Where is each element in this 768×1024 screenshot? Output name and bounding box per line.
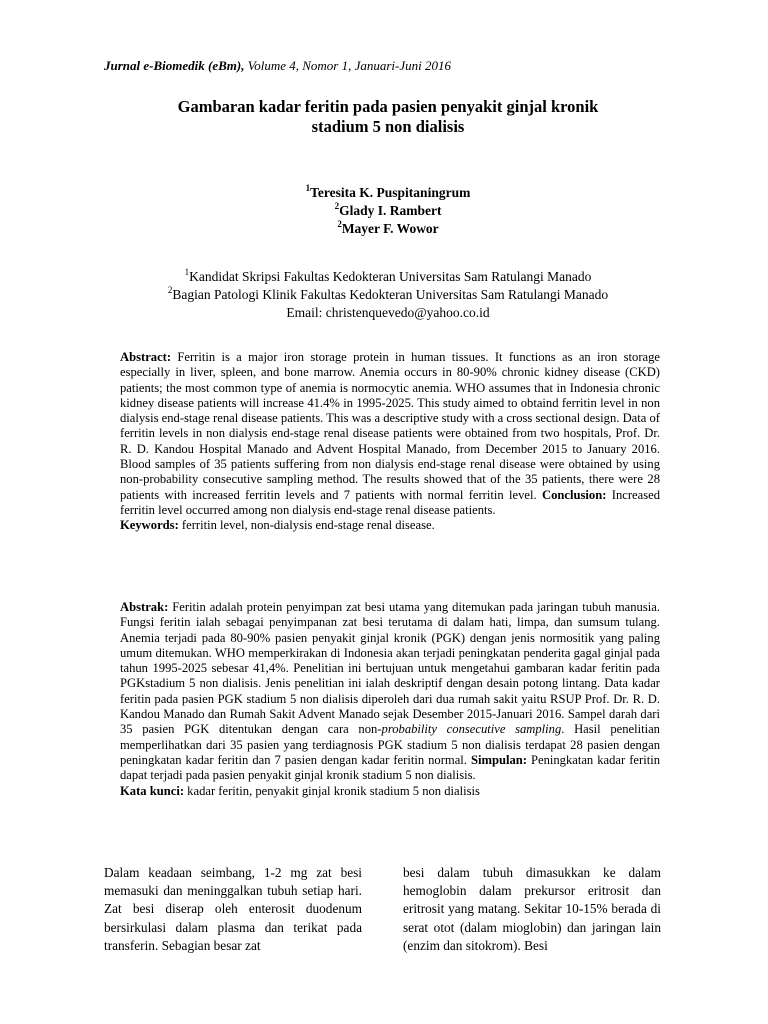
abstract-label: Abstract: — [120, 350, 172, 364]
author — [104, 202, 672, 220]
affiliation-sup: 2 — [167, 284, 173, 295]
conclusion-label: Conclusion: — [536, 487, 607, 502]
conclusion-text: Increased ferritin level occurred among non dialysis end-stage renal disease patients. — [120, 487, 661, 517]
body-column-left — [104, 864, 362, 955]
affiliation-text: Kandidat Skripsi Fakultas Kedokteran Universitas Sam Ratulangi Manado — [189, 269, 592, 284]
keywords — [120, 518, 660, 533]
author-sup: 1 — [305, 182, 311, 193]
title-line-1: Gambaran kadar feritin pada pasien penyakit ginjal kronik — [177, 97, 599, 116]
author-sup: 2 — [337, 218, 342, 229]
email: Email: christenquevedo@yahoo.co.id — [286, 305, 490, 320]
abstrak-paragraph — [120, 600, 660, 784]
kata-kunci — [120, 784, 660, 799]
author-name: Mayer F. Wowor — [341, 221, 439, 236]
abstrak-text-b: . Hasil penelitian memperlihatkan dari 35 pasien yang terdiagnosis PGK stadium 5 non dialisis terdapat 28 pasien dengan peningkatan kadar feritin dan 7 pasien dengan kadar feritin normal. — [120, 722, 660, 767]
simpulan-label: Simpulan: — [466, 752, 527, 767]
title-line-2: stadium 5 non dialisis — [311, 117, 465, 136]
author — [104, 220, 672, 238]
body-column-right — [403, 864, 661, 955]
kata-kunci-text: kadar feritin, penyakit ginjal kronik stadium 5 non dialisis — [184, 783, 480, 798]
abstrak-label: Abstrak: — [120, 600, 169, 614]
affiliation-sup: 1 — [184, 266, 190, 277]
keywords-label: Keywords: — [120, 518, 179, 533]
author — [104, 184, 672, 202]
simpulan-text: Peningkatan kadar feritin dapat terjadi pada pasien penyakit ginjal kronik stadium 5 non dialisis. — [120, 752, 660, 783]
affiliation-text: Bagian Patologi Klinik Fakultas Kedokteran Universitas Sam Ratulangi Manado — [172, 287, 609, 302]
journal-name: Jurnal e-Biomedik (eBm), — [104, 58, 245, 73]
abstrak-text-a: Feritin adalah protein penyimpan zat besi utama yang ditemukan pada jaringan tubuh manusia. Fungsi feritin ialah sebagai penyimpanan zat besi terutama di dalam hati, limpa, dan sumsum tulang. Anemia terjadi pada 80-90% pasien penyakit ginjal kronik (PGK) dengan jenis normositik yang paling umum ditemukan. WHO memperkirakan di Indonesia akan terjadi peningkatan penderita gagal ginjal pada tahun 1995-2025 sebesar 41,4%. Penelitian ini bertujuan untuk mengetahui gambaran kadar feritin pada PGKstadium 5 non dialisis. Jenis penelitian ini ialah deskriptif dengan desain potong lintang. Data kadar feritin pada pasien PGK stadium 5 non dialisis diperoleh dari dua rumah sakit yaitu RSUP Prof. Dr. R. D. Kandou Manado dan Rumah Sakit Advent Manado sejak Desember 2015-Januari 2016. Sampel darah dari 35 pasien PGK ditentukan dengan cara non- — [120, 600, 660, 737]
author-name: Glady I. Rambert — [339, 203, 442, 218]
journal-volume: Volume 4, Nomor 1, Januari-Juni 2016 — [244, 58, 452, 73]
kata-kunci-label: Kata kunci: — [120, 783, 185, 798]
abstract-indonesian — [120, 600, 660, 799]
running-header — [104, 58, 451, 74]
affiliation — [104, 268, 672, 286]
keywords-text: ferritin level, non-dialysis end-stage renal disease. — [178, 518, 435, 533]
abstract-paragraph — [120, 350, 660, 518]
affiliations — [104, 268, 672, 322]
body-text-right: besi dalam tubuh dimasukkan ke dalam hemoglobin dalam prekursor eritrosit dan eritrosit yang matang. Sekitar 10-15% berada di serat otot (dalam mioglobin) dan jaringan lain (enzim dan sitokrom). Besi — [403, 865, 661, 953]
abstract-english — [120, 350, 660, 534]
author-name: Teresita K. Puspitaningrum — [310, 185, 471, 200]
paper-title — [104, 97, 672, 137]
author-sup: 2 — [334, 200, 340, 211]
abstrak-italic: probability consecutive sampling — [381, 722, 562, 737]
abstract-text: Ferritin is a major iron storage protein in human tissues. It functions as an iron storage especially in liver, spleen, and bone marrow. Anemia occurs in 80-90% chronic kidney disease (CKD) patients; the most common type of anemia is normocytic anemia. WHO assumes that in Indonesia chronic kidney disease patients will increase 41.4% in 1995-2025. This study aimed to obtaind ferritin level in non dialysis end-stage renal disease patients. This was a descriptive study with a cross sectional design. Data of ferritin levels in non dialysis end-stage renal disease patients were obtained from two hospitals, Prof. Dr. R. D. Kandou Hospital Manado and Advent Hospital Manado, from December 2015 to January 2016. Blood samples of 35 patients suffering from non dialysis end-stage renal disease were obtained by using non-probability consecutive sampling method. The results showed that of the 35 patients, there were 28 patients with increased ferritin levels and 7 patients with normal ferritin level. — [120, 350, 660, 502]
body-text-left: Dalam keadaan seimbang, 1-2 mg zat besi memasuki dan meninggalkan tubuh setiap hari. Zat besi diserap oleh enterosit duodenum bersirkulasi dalam plasma dan terikat pada transferin. Sebagian besar zat — [104, 865, 362, 953]
affiliation — [104, 286, 672, 304]
author-list — [104, 184, 672, 238]
